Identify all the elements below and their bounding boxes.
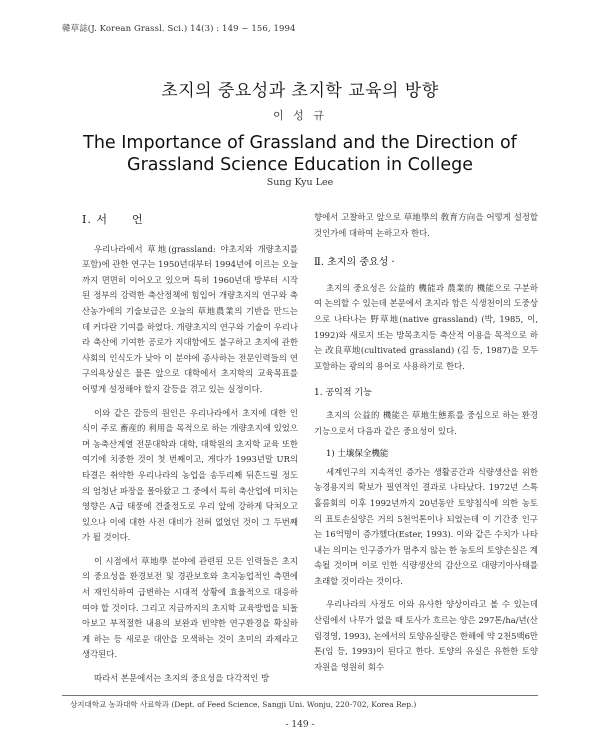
section-heading-introduction: I. 서 언 <box>82 213 144 226</box>
english-author: Sung Kyu Lee <box>266 177 334 188</box>
paragraph-continued: 향에서 고찰하고 앞으로 草地學의 敎育方向을 어떻게 설정할 것인가에 대하여 논하고자 한다. <box>314 212 538 238</box>
paragraph: 세계인구의 지속적인 증가는 생활공간과 식량생산을 위한 농경용지의 확보가 필연적인 결과로 나타났다. 1972년 스톡홀름회의 이후 1992년까지 20년동안 토양침식에 의한 농토의 표토손실양은 거의 5천억톤이나 되었는데 이 기간중 인구는 16억명이 증가했다(Ester, 1993). 이와 같은 수치가 나타내는 의미는 인구증가가 멈추지 않는 한 농토의 토양손실은 계속될 것이며 이로 인한 식량생산의 감산으로 대량기아사태를 초래할 것이라는 것이다. <box>314 466 538 586</box>
paragraph: 초지의 公益的 機能은 草地生態系를 중심으로 하는 환경기능으로서 다음과 같은 중요성이 있다. <box>314 409 538 436</box>
right-column <box>314 210 538 683</box>
affiliation-footnote: 상지대학교 농과대학 사료학과 (Dept. of Feed Science, Sangji Uni. Wonju, 220-702, Korea Rep.) <box>70 700 417 709</box>
paragraph: 우리나라의 사정도 이와 유사한 양상이라고 볼 수 있는데 산림에서 나무가 없을 때 토사가 흐르는 양은 297톤/ha/년(산림경영, 1993), 논에서의 토양유실량은 한해에 약 2천5백6만톤(임 등, 1993)이 된다고 한다. 토양의 유실은 유한한 토양자원을 영원히 회수 <box>314 599 538 672</box>
paragraph: 이 시점에서 草地學 분야에 관련된 모든 인력들은 초지의 중요성을 환경보전 및 경관보호와 초지농업적인 측면에서 재인식하여 급변하는 시대적 상황에 효율적으로 대응하여야 할 것이다. 그리고 지금까지의 초지학 교육방법을 되돌아보고 부적절한 내용의 보완과 빈약한 연구환경을 확실하게 하는 등 새로운 대안을 모색하는 것이 초미의 과제라고 생각된다. <box>82 555 298 660</box>
journal-reference: 韓草誌(J. Korean Grassl. Sci.) 14(3) : 149 ~ 156, 1994 <box>62 24 296 34</box>
paragraph: 이와 같은 갈등의 원인은 우리나라에서 초지에 대한 인식이 주로 畜産的 利用을 목적으로 하는 개량초지에 있었으며 농축산계열 전문대학과 대학, 대학원의 초지학 교육 또한 여기에 치중한 것이 첫 번째이고, 게다가 1993년말 UR의 타결은 취약한 우리나라의 농업을 송두리째 뒤흔드릴 정도의 엄청난 파장을 몰아왔고 그 중에서 특히 축산업에 미치는 영향은 A급 태풍에 견줄정도로 우리 앞에 강하게 닥쳐오고 있으나 이에 대한 사전 대비가 전혀 없었던 것이 그 두번째가 될 것이다. <box>82 407 298 543</box>
subsection-heading-public-function: 1. 공익적 기능 <box>314 388 372 399</box>
paragraph: 우리나라에서 草地(grassland: 야초지와 개량초지를 포함)에 관한 연구는 1950년대부터 1994년에 이르는 오늘까지 면면히 이어오고 있으며 특히 1960년대 방부터 시작된 정부의 강력한 축산정책에 힘입어 개량초지의 연구와 축산농가에의 기술보급은 오늘의 草地農業의 기반을 만드는데 커다란 기여를 하였다. 개량초지의 연구와 기술이 우리나라 축산에 기여한 공로가 지대함에도 불구하고 초지에 관한 사회의 인식도가 낮아 이 분야에 종사하는 전문인력들의 연구의욕상실은 물론 앞으로 대학에서 초지학의 교육목표를 어떻게 설정해야 할지 갈등을 겪고 있는 실정이다. <box>82 243 298 394</box>
footnote-divider <box>62 695 538 696</box>
korean-author: 이 성 규 <box>273 109 327 122</box>
subsubsection-heading-soil-conservation: 1) 土壤保全機能 <box>326 449 389 460</box>
left-column <box>82 210 298 695</box>
paragraph: 초지의 중요성은 公益的 機能과 農業的 機能으로 구분하여 논의할 수 있는데 본문에서 초지라 함은 식생천이의 도중상으로 나타나는 野草地(native grassland) (박, 1985, 이, 1992)와 새로지 또는 방목초지등 축산적 이용을 목적으로 하는 改良草地(cultivated grassland) (김 등, 1987)을 모두 포함하는 광의의 용어로 사용하기로 한다. <box>314 282 538 371</box>
korean-title: 초지의 중요성과 초지학 교육의 방향 <box>161 81 439 101</box>
paragraph: 따라서 본문에서는 초지의 중요성을 다각적인 방 <box>94 673 270 684</box>
english-title <box>0 132 600 176</box>
page-number: - 149 - <box>285 720 315 730</box>
english-title-line-2: Grassland Science Education in College <box>127 155 473 175</box>
section-heading-importance: Ⅱ. 초지의 중요성 · <box>314 257 395 269</box>
english-title-line-1: The Importance of Grassland and the Direction of <box>83 133 517 153</box>
